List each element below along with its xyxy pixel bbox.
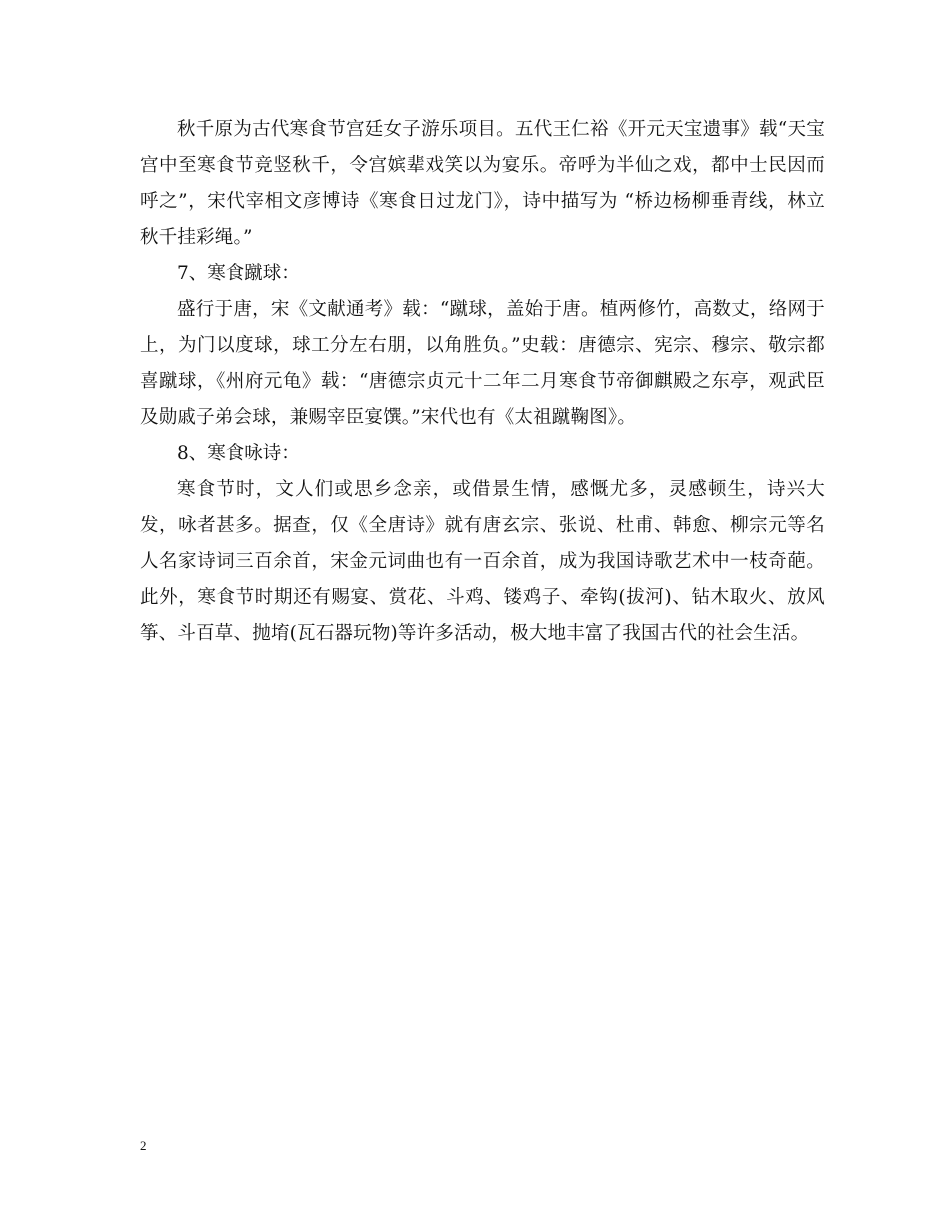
heading-poetry: 8、寒食咏诗： <box>177 443 300 464</box>
document-body <box>140 112 825 652</box>
heading-cuju: 7、寒食蹴球： <box>177 263 300 284</box>
paragraph-poetry: 寒食节时，文人们或思乡念亲，或借景生情，感慨尤多，灵感顿生，诗兴大发，咏者甚多。据查，仅《全唐诗》就有唐玄宗、张说、杜甫、韩愈、柳宗元等名人名家诗词三百余首，宋金元词曲也有一百余首，成为我国诗歌艺术中一枝奇葩。此外，寒食节时期还有赐宴、赏花、斗鸡、镂鸡子、牵钩(拔河)、钻木取火、放风筝、斗百草、抛堉(瓦石器玩物)等许多活动，极大地丰富了我国古代的社会生活。 <box>140 479 825 644</box>
page-number: 2 <box>140 1138 147 1153</box>
paragraph-swing: 秋千原为古代寒食节宫廷女子游乐项目。五代王仁裕《开元天宝遗事》载“天宝宫中至寒食节竞竖秋千，令宫嫔辈戏笑以为宴乐。帝呼为半仙之戏，都中士民因而呼之”，宋代宰相文彦博诗《寒食日过龙门》，诗中描写为 “桥边杨柳垂青线，林立秋千挂彩绳。” <box>140 119 825 248</box>
paragraph-cuju: 盛行于唐，宋《文献通考》载：“蹴球，盖始于唐。植两修竹，高数丈，络网于上，为门以度球，球工分左右朋，以角胜负。”史载：唐德宗、宪宗、穆宗、敬宗都喜蹴球，《州府元龟》载：“唐德宗贞元十二年二月寒食节帝御麒殿之东亭，观武臣及勋戚子弟会球，兼赐宰臣宴馔。”宋代也有《太祖蹴鞠图》。 <box>140 299 825 428</box>
